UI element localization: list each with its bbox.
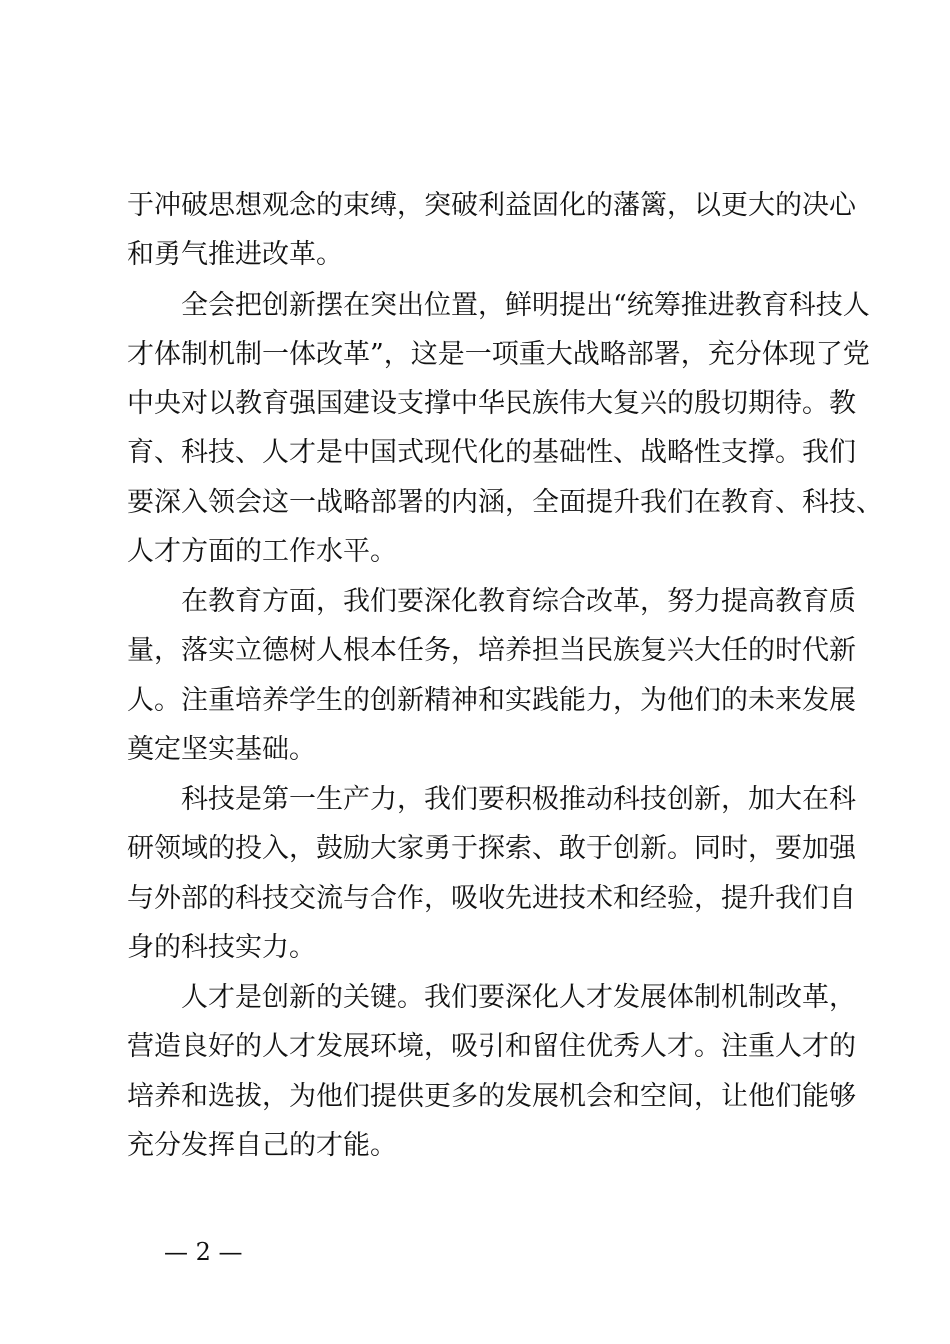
- paragraph-first-line: 人才是创新的关键。我们要深化人才发展体制机制改革，: [181, 982, 856, 1013]
- text-line: 与外部的科技交流与合作，吸收先进技术和经验，提升我们自: [127, 882, 856, 914]
- text-line: 育、科技、人才是中国式现代化的基础性、战略性支撑。我们: [127, 437, 856, 469]
- paragraph-first-line: 全会把创新摆在突出位置，鲜明提出“统筹推进教育科技人: [181, 289, 870, 321]
- text-line: 人才方面的工作水平。: [127, 535, 397, 567]
- text-line: 才体制机制一体改革”，这是一项重大战略部署，充分体现了党: [127, 338, 870, 370]
- paragraph-first-line: 在教育方面，我们要深化教育综合改革，努力提高教育质: [181, 586, 856, 617]
- text-line: 和勇气推进改革。: [127, 239, 343, 271]
- text-line: 充分发挥自己的才能。: [127, 1129, 397, 1161]
- paragraph-first-line: 科技是第一生产力，我们要积极推动科技创新，加大在科: [181, 784, 856, 815]
- text-line: 研领域的投入，鼓励大家勇于探索、敢于创新。同时，要加强: [127, 833, 856, 865]
- text-line: 人。注重培养学生的创新精神和实践能力，为他们的未来发展: [127, 684, 856, 716]
- text-line: 于冲破思想观念的束缚，突破利益固化的藩篱，以更大的决心: [127, 190, 856, 221]
- text-line: 营造良好的人才发展环境，吸引和留住优秀人才。注重人才的: [127, 1031, 856, 1063]
- text-line: 培养和选拔，为他们提供更多的发展机会和空间，让他们能够: [127, 1080, 856, 1112]
- text-line: 中央对以教育强国建设支撑中华民族伟大复兴的殷切期待。教: [127, 388, 856, 419]
- text-line: 要深入领会这一战略部署的内涵，全面提升我们在教育、科技、: [127, 486, 883, 518]
- text-line: 身的科技实力。: [127, 931, 316, 963]
- body-text: [127, 181, 883, 1170]
- text-line: 量，落实立德树人根本任务，培养担当民族复兴大任的时代新: [127, 635, 856, 667]
- text-line: 奠定坚实基础。: [127, 733, 316, 765]
- page-number: — 2 —: [164, 1238, 243, 1266]
